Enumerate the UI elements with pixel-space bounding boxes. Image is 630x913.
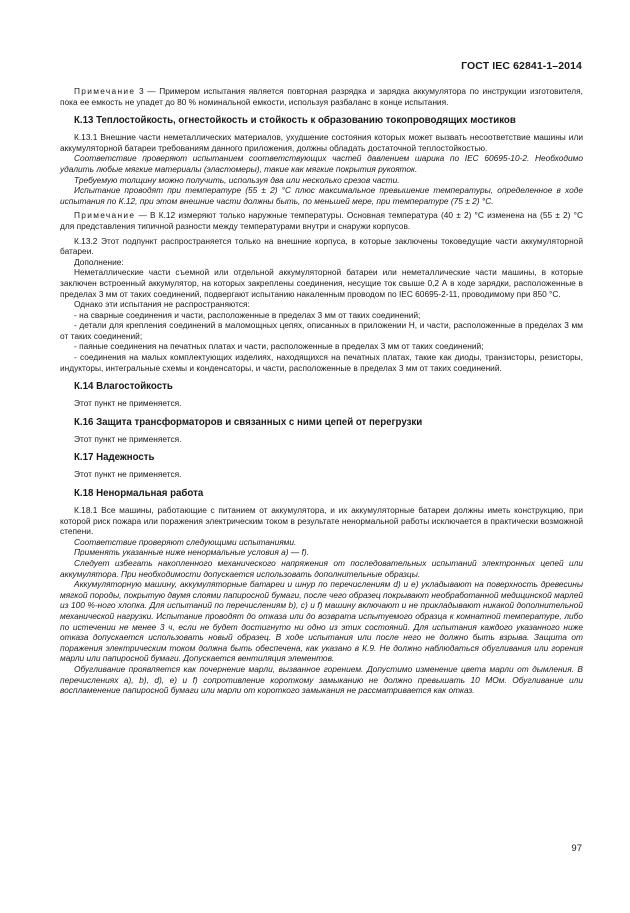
italic-paragraph: Соответствие проверяют следующими испытаниями. xyxy=(74,536,297,547)
paragraph: Этот пункт не применяется. xyxy=(74,433,182,444)
section-heading-k13: К.13 Теплостойкость, огнестойкость и стойкость к образованию токопроводящих мостиков xyxy=(74,115,516,127)
section-heading-k16: К.16 Защита трансформаторов и связанных с ними цепей от перегрузки xyxy=(74,416,423,428)
section-heading-k17: К.17 Надежность xyxy=(74,452,155,464)
italic-paragraph: Обугливание проявляется как почернение марли, вызванное горением. Допустимо изменение цвета марли от дымления. В перечислениях а), b), d), e) и f) сопротивление короткому замыканию не должно превышать 10 МОм. Обугливание или воспламенение папиросной бумаги или марли от короткого замыкания не рассматривается как отказ. xyxy=(60,663,583,696)
note-label: Примечание xyxy=(74,210,136,221)
italic-paragraph: Требуемую толщину можно получить, используя два или несколько срезов части. xyxy=(74,174,400,185)
paragraph: Однако эти испытания не распространяются: xyxy=(74,299,250,310)
section-heading-k18: К.18 Ненормальная работа xyxy=(74,488,204,500)
section-heading-k14: К.14 Влагостойкость xyxy=(74,381,173,393)
list-item: - детали для крепления соединений в маломощных цепях, описанных в приложении Н, и части, расположенные в пределах 3 мм от таких соединений; xyxy=(60,320,583,341)
note-k13 xyxy=(60,210,583,231)
italic-paragraph: Соответствие проверяют испытанием соответствующих частей давлением шарика по IEC 60695-10-2. Необходимо удалить любые мягкие материалы (эластомеры), такие как мягкие покрытия рукояток. xyxy=(60,153,583,174)
document-header: ГОСТ IEC 62841-1–2014 xyxy=(461,60,582,72)
paragraph: К.18.1 Все машины, работающие с питанием от аккумулятора, и их аккумуляторные батареи должны иметь конструкцию, при которой риск пожара или поражения электрическим током в результате ненормальной работы исключается в практически возможной степени. xyxy=(60,505,583,537)
italic-paragraph: Следует избегать накопленного механического напряжения от последовательных испытаний электронных цепей или аккумулятора. При необходимости допускается использовать дополнительные образцы. xyxy=(60,558,583,579)
italic-paragraph: Испытание проводят при температуре (55 ± 2) °С плюс максимальное превышение температуры, определенное в ходе испытания по К.12, при этом внешние части должны быть, по меньшей мере, при температуре (75 ± 2) °С. xyxy=(60,185,583,206)
page-content xyxy=(60,86,583,696)
addition-label: Дополнение: xyxy=(74,256,124,267)
paragraph: Этот пункт не применяется. xyxy=(74,469,182,480)
paragraph: Этот пункт не применяется. xyxy=(74,398,182,409)
page-number: 97 xyxy=(571,843,582,854)
list-item: - соединения на малых комплектующих изделиях, находящихся на печатных платах, такие как диоды, транзисторы, резисторы, индукторы, интегральные схемы и конденсаторы, и части, расположенные в пределах 3 мм от таких соединений. xyxy=(60,352,583,373)
italic-paragraph: Применять указанные ниже ненормальные условия а) — f). xyxy=(74,547,309,558)
italic-paragraph: Аккумуляторную машину, аккумуляторные батареи и шнур по перечислениям d) и e) укладывают на поверхность древесины мягкой породы, покрытую двумя слоями папиросной бумаги, после чего образец покрывают необработанной медицинской марлей из 100 %-ного хлопка. Для испытаний по перечислениям b), c) и f) машину включают и не прикладывают никакой дополнительной механической нагрузки. Испытание проводят до отказа или до возврата испытуемого образца к комнатной температуре, либо по истечении не менее 3 ч, если не будет достигнуто ни одно из этих состояний. Для испытания каждого указанного ниже отказа допускается использовать новый образец. В ходе испытания или после него не должно быть взрыва. Защита от поражения электрическим током должна быть обеспечена, как указано в К.9. Не должно наблюдаться обугливания или горения марли или папиросной бумаги. Допускается вентиляция элементов. xyxy=(60,579,583,664)
paragraph: К.13.2 Этот подпункт распространяется только на внешние корпуса, в которые заключены токоведущие части аккумуляторной батареи. xyxy=(60,235,583,257)
note-text: — В К.12 измеряют только наружные температуры. Основная температура (40 ± 2) °С изменена на (55 ± 2) °С для представления типичной разности между температурами внутри и снаружи корпусов. xyxy=(60,210,583,231)
note-text: 3 — Примером испытания является повторная разрядка и зарядка аккумулятора по инструкции изготовителя, пока ее емкость не упадет до 80 % номинальной емкости, используя разбаланс в конце испытания. xyxy=(60,86,583,107)
note-3 xyxy=(60,86,583,107)
list-item: - на сварные соединения и части, расположенные в пределах 3 мм от таких соединений; xyxy=(74,309,421,320)
paragraph: Неметаллические части съемной или отдельной аккумуляторной батареи или неметаллические части машины, в которые заключен встроенный аккумулятор, на которых закреплены соединения, несущие ток свыше 0,2 А в ходе зарядки, расположенные в пределах 3 мм от таких соединений, подвергают испытанию накаленным проводом по IEC 60695-2-11, проводимому при 850 °С. xyxy=(60,267,583,299)
paragraph: К.13.1 Внешние части неметаллических материалов, ухудшение состояния которых может вызвать несоответствие машины или аккумуляторной батареи требованиям данного приложения, должны обладать достаточной теплостойкостью. xyxy=(60,132,583,153)
note-label: Примечание xyxy=(74,86,136,96)
list-item: - паяные соединения на печатных платах и части, расположенные в пределах 3 мм от таких соединений; xyxy=(74,341,484,352)
